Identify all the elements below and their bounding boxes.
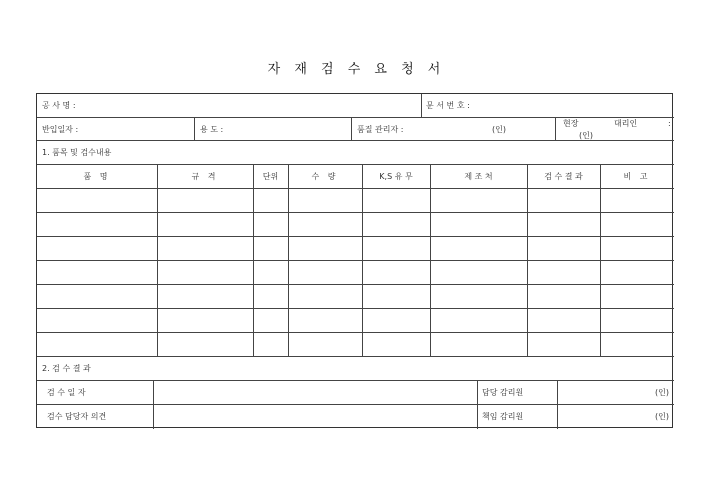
row-divider — [37, 164, 674, 165]
chief-supervisor-label: 책임 감리원 — [482, 412, 524, 421]
col-divider — [253, 164, 254, 356]
col-divider — [430, 164, 431, 356]
col-divider — [153, 380, 154, 429]
col-header-ks: K,S 유 무 — [379, 172, 413, 181]
supervisor-label: 담당 감리원 — [482, 388, 524, 397]
row-divider — [37, 260, 674, 261]
col-divider — [477, 380, 478, 429]
page-title: 자 재 검 수 요 청 서 — [267, 62, 446, 77]
site-agent-label-2: 대리인 — [614, 119, 638, 128]
col-divider — [351, 117, 352, 140]
col-divider — [527, 164, 528, 356]
row-divider — [37, 284, 674, 285]
seal-mark: (인) — [492, 125, 506, 134]
col-header-manufacturer: 제 조 처 — [464, 172, 493, 181]
inspection-request-form — [36, 93, 673, 428]
row-divider — [37, 236, 674, 237]
col-divider — [600, 164, 601, 356]
col-divider — [555, 117, 556, 140]
col-divider — [557, 380, 558, 429]
col-divider — [362, 164, 363, 356]
site-agent-label: 현장 — [563, 119, 579, 128]
inspector-opinion-label: 검수 담당자 의견 — [47, 412, 107, 421]
col-header-spec: 규 격 — [191, 172, 219, 181]
col-header-result: 검 수 결 과 — [544, 172, 583, 181]
purpose-label: 용 도 : — [200, 125, 224, 134]
col-divider — [288, 164, 289, 356]
col-divider — [194, 117, 195, 140]
row-divider — [37, 380, 674, 381]
row-divider — [37, 332, 674, 333]
project-name-label: 공 사 명 : — [42, 101, 76, 110]
seal-mark: (인) — [655, 388, 669, 397]
doc-number-label: 문 서 번 호 : — [426, 101, 470, 110]
section2-title: 2. 검 수 결 과 — [42, 364, 91, 373]
arrival-date-label: 반입일자 : — [42, 125, 79, 134]
col-header-quantity: 수 량 — [311, 172, 339, 181]
seal-mark: (인) — [579, 131, 593, 140]
row-divider — [37, 212, 674, 213]
row-divider — [37, 308, 674, 309]
row-divider — [37, 117, 674, 118]
quality-manager-label: 품질 관리자 : — [357, 125, 404, 134]
inspection-date-label: 검 수 일 자 — [47, 388, 86, 397]
row-divider — [37, 404, 674, 405]
col-header-item-name: 품 명 — [83, 172, 111, 181]
col-divider — [421, 94, 422, 117]
col-divider — [157, 164, 158, 356]
row-divider — [37, 356, 674, 357]
section1-title: 1. 품목 및 검수내용 — [42, 148, 112, 157]
row-divider — [37, 188, 674, 189]
col-header-remarks: 비 고 — [623, 172, 651, 181]
col-header-unit: 단위 — [262, 172, 279, 181]
site-agent-colon: : — [668, 119, 671, 128]
seal-mark: (인) — [655, 412, 669, 421]
